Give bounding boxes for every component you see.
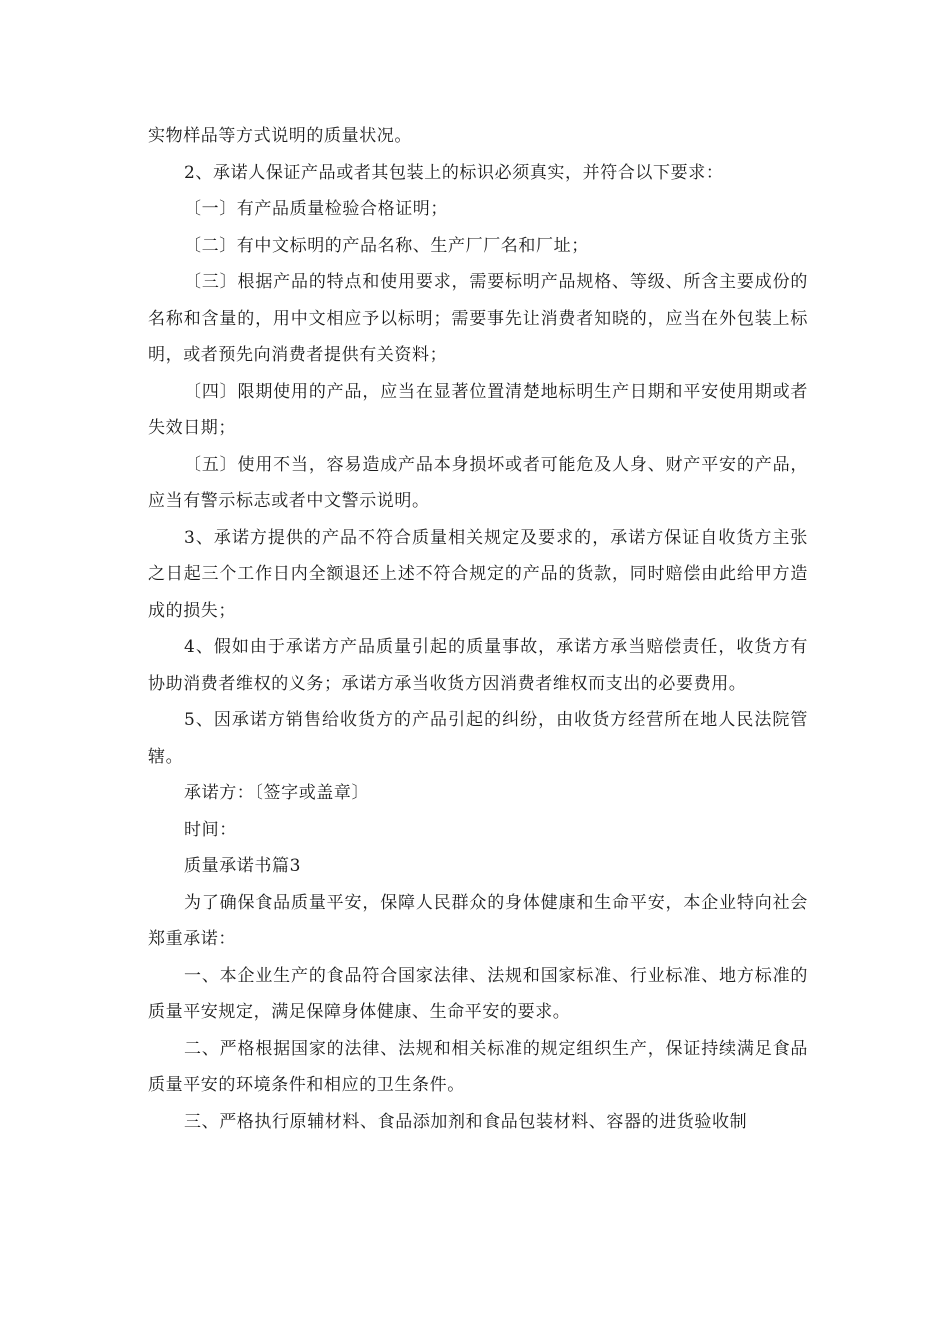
- signature-line: 承诺方：〔签字或盖章〕: [184, 783, 370, 803]
- paragraph-8: 3、承诺方提供的产品不符合质量相关规定及要求的，承诺方保证自收货方主张之日起三个工作日内全额退还上述不符合规定的产品的货款，同时赔偿由此给甲方造成的损失；: [148, 527, 808, 621]
- paragraph-14: 为了确保食品质量平安，保障人民群众的身体健康和生命平安，本企业特向社会郑重承诺：: [148, 892, 808, 949]
- paragraph-6: 〔四〕限期使用的产品，应当在显著位置清楚地标明生产日期和平安使用期或者失效日期；: [148, 381, 808, 438]
- paragraph-16: 二、严格根据国家的法律、法规和相关标准的规定组织生产，保证持续满足食品质量平安的环境条件和相应的卫生条件。: [148, 1038, 808, 1095]
- date-line: 时间：: [184, 819, 237, 840]
- section-title: 质量承诺书篇3: [184, 856, 302, 876]
- paragraph-3: 〔一〕有产品质量检验合格证明；: [184, 199, 448, 219]
- paragraph-17: 三、严格执行原辅材料、食品添加剂和食品包装材料、容器的进货验收制: [184, 1111, 748, 1132]
- paragraph-15: 一、本企业生产的食品符合国家法律、法规和国家标准、行业标准、地方标准的质量平安规定，满足保障身体健康、生命平安的要求。: [148, 965, 808, 1022]
- paragraph-4: 〔二〕有中文标明的产品名称、生产厂厂名和厂址；: [184, 235, 589, 256]
- paragraph-10: 5、因承诺方销售给收货方的产品引起的纠纷，由收货方经营所在地人民法院管辖。: [148, 710, 808, 767]
- paragraph-1: 实物样品等方式说明的质量状况。: [148, 126, 412, 146]
- paragraph-5: 〔三〕根据产品的特点和使用要求，需要标明产品规格、等级、所含主要成份的名称和含量的，用中文相应予以标明；需要事先让消费者知晓的，应当在外包装上标明，或者预先向消费者提供有关资料；: [148, 272, 808, 365]
- paragraph-2: 2、承诺人保证产品或者其包装上的标识必须真实，并符合以下要求：: [184, 162, 724, 183]
- paragraph-7: 〔五〕使用不当，容易造成产品本身损坏或者可能危及人身、财产平安的产品，应当有警示标志或者中文警示说明。: [148, 454, 808, 511]
- paragraph-9: 4、假如由于承诺方产品质量引起的质量事故，承诺方承当赔偿责任，收货方有协助消费者维权的义务；承诺方承当收货方因消费者维权而支出的必要费用。: [148, 637, 808, 694]
- document-body: [148, 118, 808, 1140]
